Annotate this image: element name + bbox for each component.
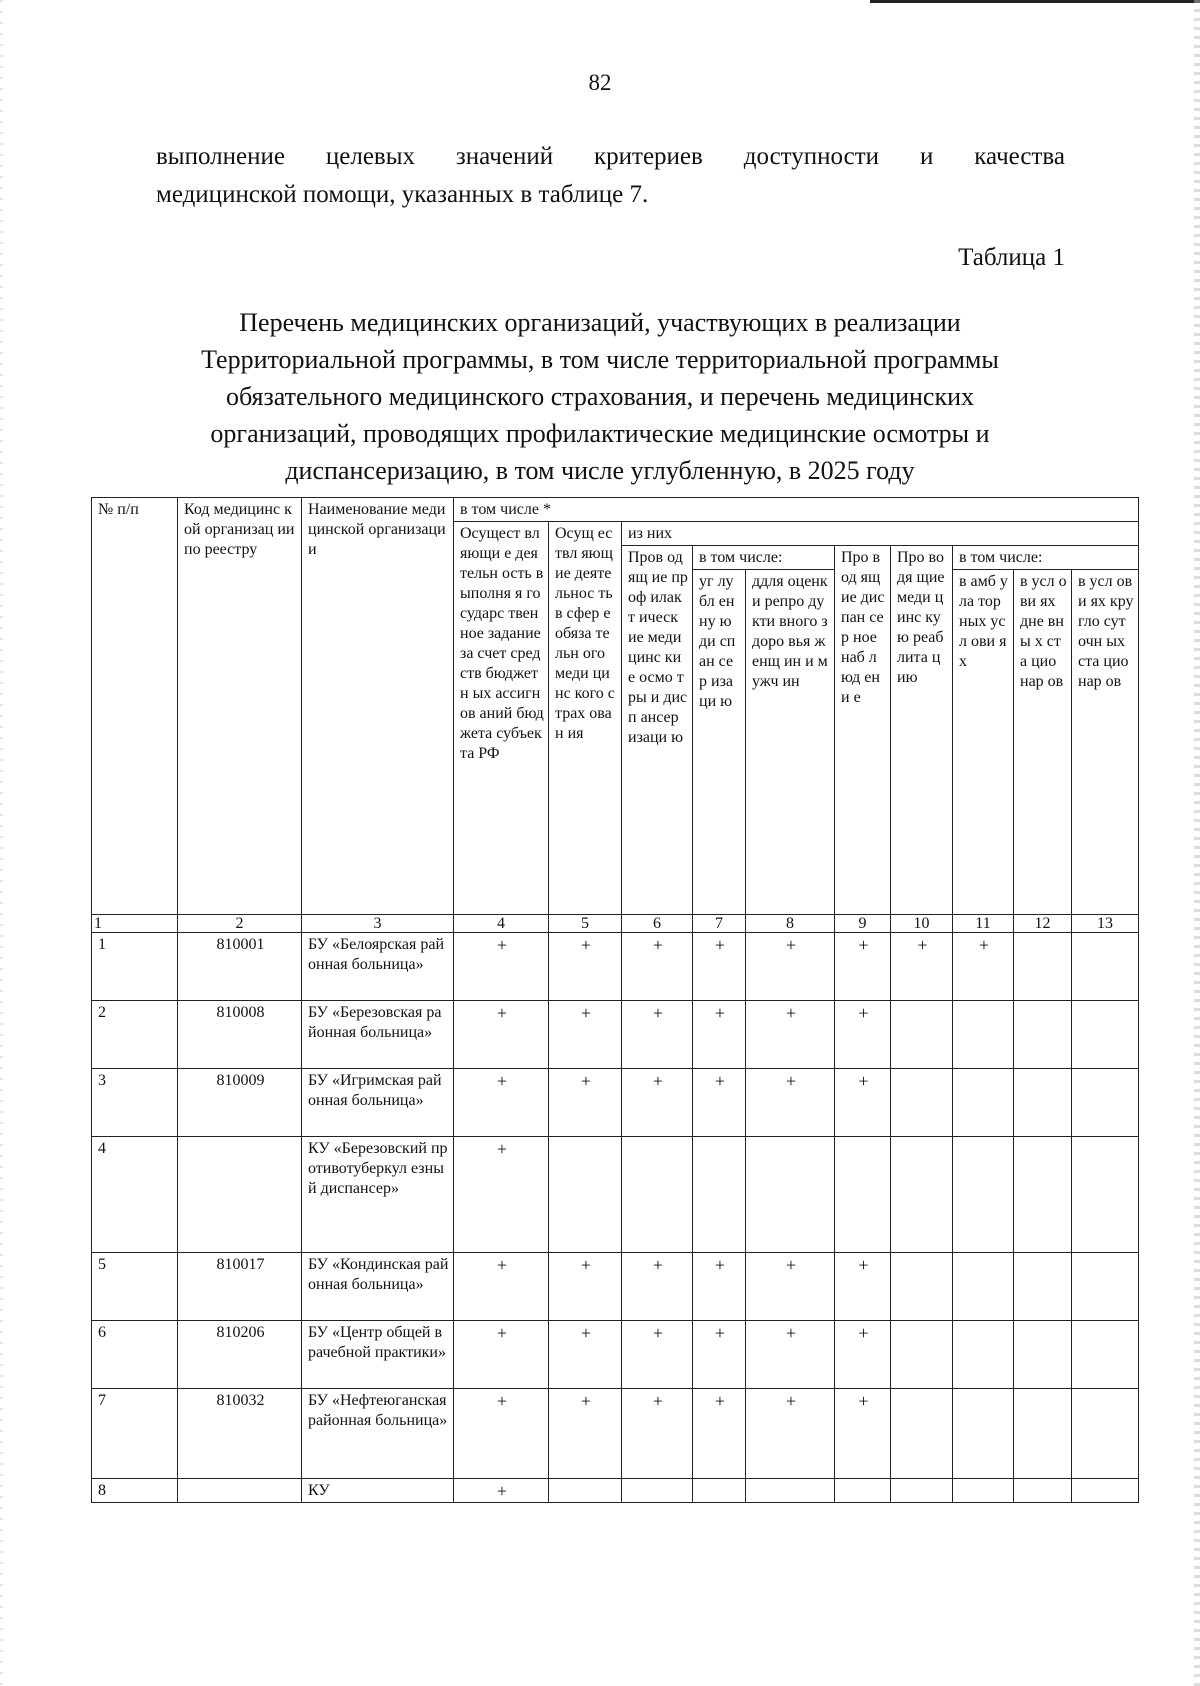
column-number: 6 <box>622 915 693 933</box>
mark-cell <box>835 1479 891 1503</box>
mark-cell <box>1072 1069 1139 1137</box>
mark-cell: + <box>746 1001 835 1069</box>
mark-cell: + <box>622 1001 693 1069</box>
org-name-cell: БУ «Центр общей врачебной практики» <box>302 1321 454 1389</box>
mark-cell: + <box>693 933 746 1001</box>
column-number: 9 <box>835 915 891 933</box>
mark-cell <box>1014 1389 1072 1479</box>
mark-cell <box>1072 1001 1139 1069</box>
row-number-cell: 7 <box>92 1389 178 1479</box>
org-code-cell: 810009 <box>178 1069 302 1137</box>
mark-cell: + <box>622 1069 693 1137</box>
mark-cell <box>953 1137 1014 1253</box>
mark-cell <box>1014 933 1072 1001</box>
mark-cell: + <box>835 933 891 1001</box>
org-code-cell: 810017 <box>178 1253 302 1321</box>
mark-cell <box>953 1253 1014 1321</box>
mark-cell <box>1014 1321 1072 1389</box>
header-group-reab-v-tom-chisle: в том числе: <box>953 546 1139 570</box>
mark-cell <box>891 1253 953 1321</box>
header-cell-col4: Осущест вляющи е деятельн ость выполня я государс твенное задание за счет средств бюджетн ых ассигнов аний бюджета субъекта РФ <box>454 522 549 915</box>
mark-cell <box>1072 1253 1139 1321</box>
organizations-table <box>91 497 1139 1503</box>
mark-cell <box>622 1137 693 1253</box>
mark-cell <box>891 1137 953 1253</box>
scan-edge-right <box>1194 0 1200 1686</box>
mark-cell <box>549 1479 622 1503</box>
org-code-cell <box>178 1479 302 1503</box>
row-number-cell: 3 <box>92 1069 178 1137</box>
mark-cell: + <box>891 933 953 1001</box>
mark-cell <box>622 1479 693 1503</box>
mark-cell: + <box>835 1321 891 1389</box>
org-code-cell: 810008 <box>178 1001 302 1069</box>
mark-cell: + <box>835 1253 891 1321</box>
mark-cell: + <box>454 1069 549 1137</box>
mark-cell: + <box>549 933 622 1001</box>
header-cell-col7: уг лу бл ен ну ю ди сп ан сер иза ци ю <box>693 570 746 915</box>
caption-line: диспансеризацию, в том числе углубленную, в 2025 году <box>285 456 915 485</box>
org-code-cell <box>178 1137 302 1253</box>
org-name-cell: БУ «Кондинская районная больница» <box>302 1253 454 1321</box>
table-row <box>92 933 1139 1001</box>
header-cell-col8: ддля оценк и репро дукти вного здоро вья женщ ин и мужч ин <box>746 570 835 915</box>
mark-cell: + <box>454 1001 549 1069</box>
mark-cell: + <box>693 1389 746 1479</box>
header-cell-code: Код медицинс кой организац ии по реестру <box>178 498 302 915</box>
mark-cell: + <box>746 1321 835 1389</box>
mark-cell <box>693 1137 746 1253</box>
mark-cell <box>953 1069 1014 1137</box>
table-row <box>92 1137 1139 1253</box>
header-group-iz-nih: из них <box>622 522 1139 546</box>
header-group-prof-v-tom-chisle: в том числе: <box>693 546 835 570</box>
mark-cell: + <box>454 1137 549 1253</box>
org-name-cell: БУ «Белоярская районная больница» <box>302 933 454 1001</box>
mark-cell: + <box>746 933 835 1001</box>
row-number-cell: 8 <box>92 1479 178 1503</box>
table-row <box>92 1001 1139 1069</box>
mark-cell: + <box>835 1001 891 1069</box>
mark-cell <box>891 1001 953 1069</box>
mark-cell <box>549 1137 622 1253</box>
mark-cell: + <box>549 1069 622 1137</box>
header-cell-col5: Осущ ествл яющ ие деяте льнос ть в сфер е обяза тельн ого меди цинс кого страх ован ия <box>549 522 622 915</box>
header-row <box>92 498 1139 522</box>
mark-cell <box>1014 1069 1072 1137</box>
org-name-cell: КУ «Березовский противотуберкул езный диспансер» <box>302 1137 454 1253</box>
intro-line-2: медицинской помощи, указанных в таблице 7. <box>156 181 649 208</box>
column-number: 7 <box>693 915 746 933</box>
mark-cell: + <box>454 1321 549 1389</box>
column-numbers-row <box>92 915 1139 933</box>
row-number-cell: 1 <box>92 933 178 1001</box>
mark-cell <box>1072 1389 1139 1479</box>
mark-cell <box>953 1389 1014 1479</box>
mark-cell <box>891 1389 953 1479</box>
mark-cell: + <box>622 1389 693 1479</box>
table-caption <box>120 304 1080 489</box>
column-number: 1 <box>92 915 178 933</box>
header-cell-name: Наименование медицинской организации <box>302 498 454 915</box>
mark-cell: + <box>622 1253 693 1321</box>
scan-artifact-line <box>870 0 1200 3</box>
mark-cell: + <box>454 1479 549 1503</box>
mark-cell: + <box>549 1253 622 1321</box>
mark-cell: + <box>693 1001 746 1069</box>
mark-cell: + <box>746 1253 835 1321</box>
mark-cell <box>953 1321 1014 1389</box>
caption-line: организаций, проводящих профилактические медицинские осмотры и <box>210 419 990 448</box>
mark-cell: + <box>622 1321 693 1389</box>
mark-cell: + <box>835 1069 891 1137</box>
header-cell-col12: в усл ови ях дне вны х ста цио нар ов <box>1014 570 1072 915</box>
org-name-cell: БУ «Игримская районная больница» <box>302 1069 454 1137</box>
mark-cell: + <box>835 1389 891 1479</box>
mark-cell <box>891 1069 953 1137</box>
mark-cell: + <box>454 1389 549 1479</box>
table-row <box>92 1321 1139 1389</box>
scan-edge-left <box>0 0 3 1686</box>
org-code-cell: 810001 <box>178 933 302 1001</box>
header-cell-col9: Про вод ящ ие дис пан сер ное наб люд ени е <box>835 546 891 915</box>
column-number: 3 <box>302 915 454 933</box>
mark-cell <box>1072 1137 1139 1253</box>
column-number: 10 <box>891 915 953 933</box>
mark-cell: + <box>746 1069 835 1137</box>
mark-cell: + <box>953 933 1014 1001</box>
mark-cell <box>693 1479 746 1503</box>
mark-cell <box>746 1137 835 1253</box>
mark-cell <box>953 1479 1014 1503</box>
table-row <box>92 1069 1139 1137</box>
row-number-cell: 4 <box>92 1137 178 1253</box>
org-code-cell: 810206 <box>178 1321 302 1389</box>
org-name-cell: БУ «Березовская районная больница» <box>302 1001 454 1069</box>
org-name-cell: БУ «Нефтеюганская районная больница» <box>302 1389 454 1479</box>
mark-cell <box>1014 1001 1072 1069</box>
page-number: 82 <box>588 70 612 95</box>
row-number-cell: 6 <box>92 1321 178 1389</box>
org-code-cell: 810032 <box>178 1389 302 1479</box>
table-row <box>92 1253 1139 1321</box>
mark-cell <box>953 1001 1014 1069</box>
mark-cell: + <box>454 1253 549 1321</box>
caption-line: Перечень медицинских организаций, участвующих в реализации <box>239 308 961 337</box>
mark-cell: + <box>549 1321 622 1389</box>
header-cell-col11: в амб ула тор ных усл ови ях <box>953 570 1014 915</box>
mark-cell <box>835 1137 891 1253</box>
row-number-cell: 5 <box>92 1253 178 1321</box>
caption-line: Территориальной программы, в том числе территориальной программы <box>201 345 999 374</box>
mark-cell: + <box>549 1389 622 1479</box>
mark-cell <box>1072 1479 1139 1503</box>
column-number: 8 <box>746 915 835 933</box>
column-number: 11 <box>953 915 1014 933</box>
mark-cell <box>1072 1321 1139 1389</box>
header-group-v-tom-chisle: в том числе * <box>454 498 1139 522</box>
column-number: 4 <box>454 915 549 933</box>
intro-line-1: выполнение целевых значений критериев доступности и качества <box>156 143 1065 170</box>
org-name-cell: КУ <box>302 1479 454 1503</box>
column-number: 5 <box>549 915 622 933</box>
mark-cell: + <box>454 933 549 1001</box>
mark-cell <box>1072 933 1139 1001</box>
table-row <box>92 1479 1139 1503</box>
mark-cell <box>1014 1253 1072 1321</box>
mark-cell: + <box>693 1321 746 1389</box>
mark-cell: + <box>622 933 693 1001</box>
mark-cell <box>746 1479 835 1503</box>
header-cell-num: № п/п <box>92 498 178 915</box>
mark-cell: + <box>693 1069 746 1137</box>
mark-cell: + <box>549 1001 622 1069</box>
mark-cell <box>1014 1479 1072 1503</box>
mark-cell <box>891 1321 953 1389</box>
header-cell-col6: Пров одящ ие проф илакт ическ ие меди цинс кие осмо тры и дисп ансер изаци ю <box>622 546 693 915</box>
row-number-cell: 2 <box>92 1001 178 1069</box>
table-label: Таблица 1 <box>958 244 1065 271</box>
header-cell-col10: Про водя щие меди цинс кую реаб лита цию <box>891 546 953 915</box>
column-number: 2 <box>178 915 302 933</box>
mark-cell: + <box>693 1253 746 1321</box>
column-number: 13 <box>1072 915 1139 933</box>
mark-cell: + <box>746 1389 835 1479</box>
intro-paragraph <box>156 138 1065 214</box>
header-cell-col13: в усл ови ях кру гло сут очн ых ста цио нар ов <box>1072 570 1139 915</box>
caption-line: обязательного медицинского страхования, и перечень медицинских <box>225 382 975 411</box>
mark-cell <box>891 1479 953 1503</box>
column-number: 12 <box>1014 915 1072 933</box>
table-row <box>92 1389 1139 1479</box>
mark-cell <box>1014 1137 1072 1253</box>
